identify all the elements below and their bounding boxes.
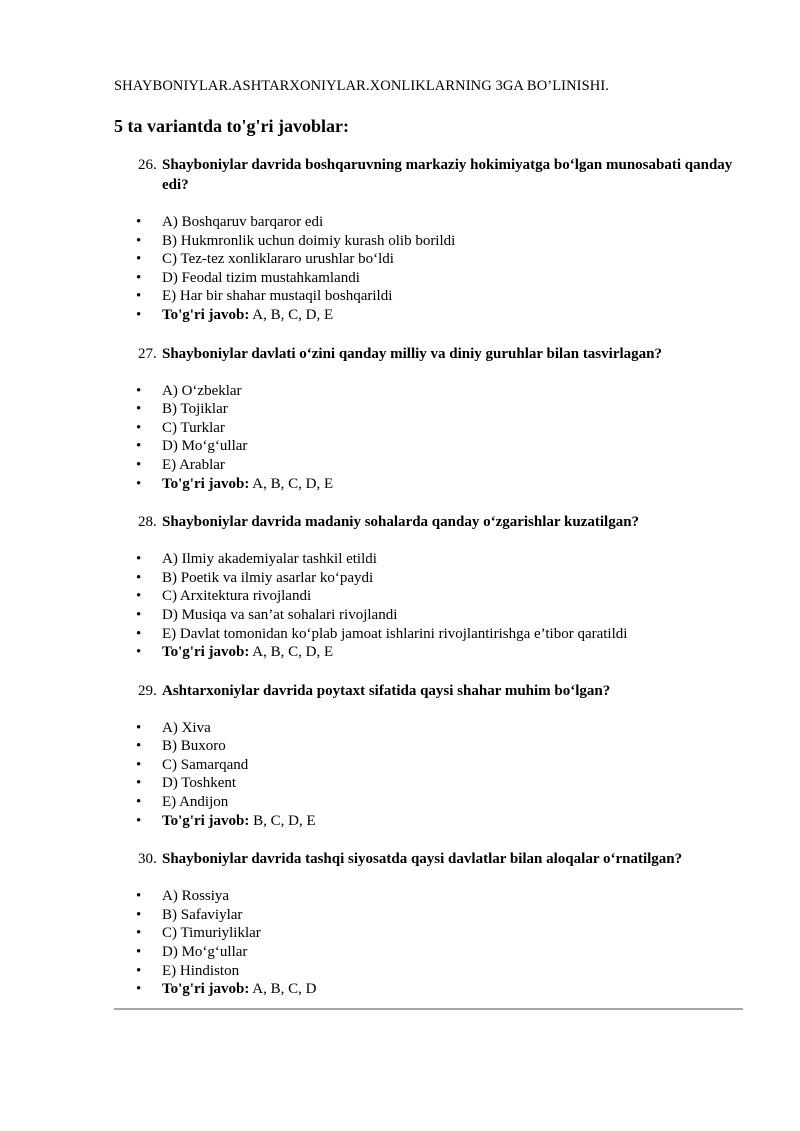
option-item [114,456,744,475]
page-divider [114,1008,743,1010]
question-header [114,155,744,195]
document-title: SHAYBONIYLAR.ASHTARXONIYLAR.XONLIKLARNING 3GA BO’LINISHI. [114,78,609,94]
option-item [114,550,744,569]
bullet-icon: • [136,738,142,755]
option-item [114,606,744,625]
option-text: E) Hindiston [162,962,240,979]
option-text: C) Timuriyliklar [162,925,261,942]
bullet-icon: • [136,794,142,811]
option-item [114,587,744,606]
bullet-icon: • [136,475,142,492]
option-text: C) Arxitektura rivojlandi [162,588,312,605]
option-list [114,550,744,662]
option-item [114,793,744,812]
bullet-icon: • [136,588,142,605]
option-list [114,213,744,325]
option-text: D) Musiqa va san’at sohalari rivojlandi [162,606,398,623]
bullet-icon: • [136,962,142,979]
option-item [114,232,744,251]
option-text: B) Buxoro [162,738,226,755]
answer-value: A, B, C, D, E [249,475,334,492]
answer-item [114,643,744,662]
question-number: 26. [138,157,157,173]
question-header [114,849,744,869]
bullet-icon: • [136,812,142,829]
option-text: D) Mo‘g‘ullar [162,438,248,455]
question-text: Shayboniylar davrida madaniy sohalarda qanday o‘zgarishlar kuzatilgan? [162,514,640,531]
option-item [114,924,744,943]
bullet-icon: • [136,456,142,473]
bullet-icon: • [136,401,142,418]
option-text: A) O‘zbeklar [162,382,242,399]
answer-value: A, B, C, D, E [249,644,334,661]
section-heading: 5 ta variantda to'g'ri javoblar: [114,116,349,136]
option-item [114,400,744,419]
document-page [114,76,744,1018]
option-text: C) Samarqand [162,756,249,773]
question-number: 30. [138,851,157,868]
question-text: Ashtarxoniylar davrida poytaxt sifatida qaysi shahar muhim bo‘lgan? [162,682,611,699]
question-block [114,344,744,494]
bullet-icon: • [136,306,142,323]
option-text: A) Rossiya [162,888,230,905]
bullet-icon: • [136,888,142,905]
option-text: A) Xiva [162,719,211,736]
option-text: B) Poetik va ilmiy asarlar ko‘paydi [162,569,374,586]
option-text: E) Davlat tomonidan ko‘plab jamoat ishlarini rivojlantirishga e’tibor qaratildi [162,625,628,642]
bullet-icon: • [136,775,142,792]
option-item [114,213,744,232]
option-list [114,887,744,999]
option-item [114,774,744,793]
option-item [114,756,744,775]
question-number: 29. [138,682,157,699]
question-block [114,681,744,831]
option-list [114,382,744,494]
option-item [114,906,744,925]
question-block [114,849,744,999]
option-item [114,250,744,269]
bullet-icon: • [136,906,142,923]
question-text: Shayboniylar davlati o‘zini qanday milliy va diniy guruhlar bilan tasvirlagan? [162,345,662,362]
bullet-icon: • [136,438,142,455]
option-item [114,887,744,906]
bullet-icon: • [136,419,142,436]
option-item [114,287,744,306]
bullet-icon: • [136,251,142,268]
option-text: E) Andijon [162,794,229,811]
question-block [114,512,744,662]
bullet-icon: • [136,606,142,623]
question-block [114,155,744,325]
bullet-icon: • [136,981,142,998]
bullet-icon: • [136,382,142,399]
option-item [114,569,744,588]
question-number: 28. [138,514,157,531]
bullet-icon: • [136,944,142,961]
question-number: 27. [138,345,157,362]
answer-value: A, B, C, D, E [249,306,334,323]
option-text: C) Turklar [162,419,225,436]
option-text: D) Feodal tizim mustahkamlandi [162,269,360,286]
option-item [114,962,744,981]
answer-label: To'g'ri javob: [162,306,250,323]
option-item [114,437,744,456]
option-item [114,943,744,962]
bullet-icon: • [136,756,142,773]
answer-item [114,475,744,494]
answer-item [114,812,744,831]
option-text: C) Tez-tez xonliklararo urushlar bo‘ldi [162,251,394,268]
option-text: B) Tojiklar [162,401,228,418]
question-header [114,681,744,701]
bullet-icon: • [136,625,142,642]
question-text: Shayboniylar davrida boshqaruvning markaziy hokimiyatga bo‘lgan munosabati qanday edi? [162,157,733,193]
question-header [114,512,744,532]
bullet-icon: • [136,288,142,305]
answer-value: A, B, C, D [249,981,317,998]
bullet-icon: • [136,925,142,942]
answer-label: To'g'ri javob: [162,475,250,492]
answer-label: To'g'ri javob: [162,644,250,661]
answer-label: To'g'ri javob: [162,981,250,998]
answer-item [114,306,744,325]
option-text: B) Hukmronlik uchun doimiy kurash olib borildi [162,232,456,249]
option-list [114,719,744,831]
bullet-icon: • [136,551,142,568]
question-text: Shayboniylar davrida tashqi siyosatda qaysi davlatlar bilan aloqalar o‘rnatilgan? [162,851,683,868]
option-item [114,269,744,288]
option-item [114,419,744,438]
option-text: A) Boshqaruv barqaror edi [162,214,324,230]
option-text: D) Mo‘g‘ullar [162,944,248,961]
option-item [114,737,744,756]
option-text: B) Safaviylar [162,906,243,923]
answer-label: To'g'ri javob: [162,812,250,829]
option-text: D) Toshkent [162,775,237,792]
bullet-icon: • [136,232,142,249]
option-text: A) Ilmiy akademiyalar tashkil etildi [162,551,377,568]
question-list [114,155,744,999]
option-item [114,382,744,401]
bullet-icon: • [136,569,142,586]
question-header [114,344,744,364]
answer-item [114,980,744,999]
option-text: E) Har bir shahar mustaqil boshqarildi [162,288,393,305]
bullet-icon: • [136,269,142,286]
bullet-icon: • [136,644,142,661]
option-text: E) Arablar [162,456,225,473]
bullet-icon: • [136,719,142,736]
answer-value: B, C, D, E [249,812,316,829]
option-item [114,719,744,738]
bullet-icon: • [136,214,142,230]
option-item [114,625,744,644]
